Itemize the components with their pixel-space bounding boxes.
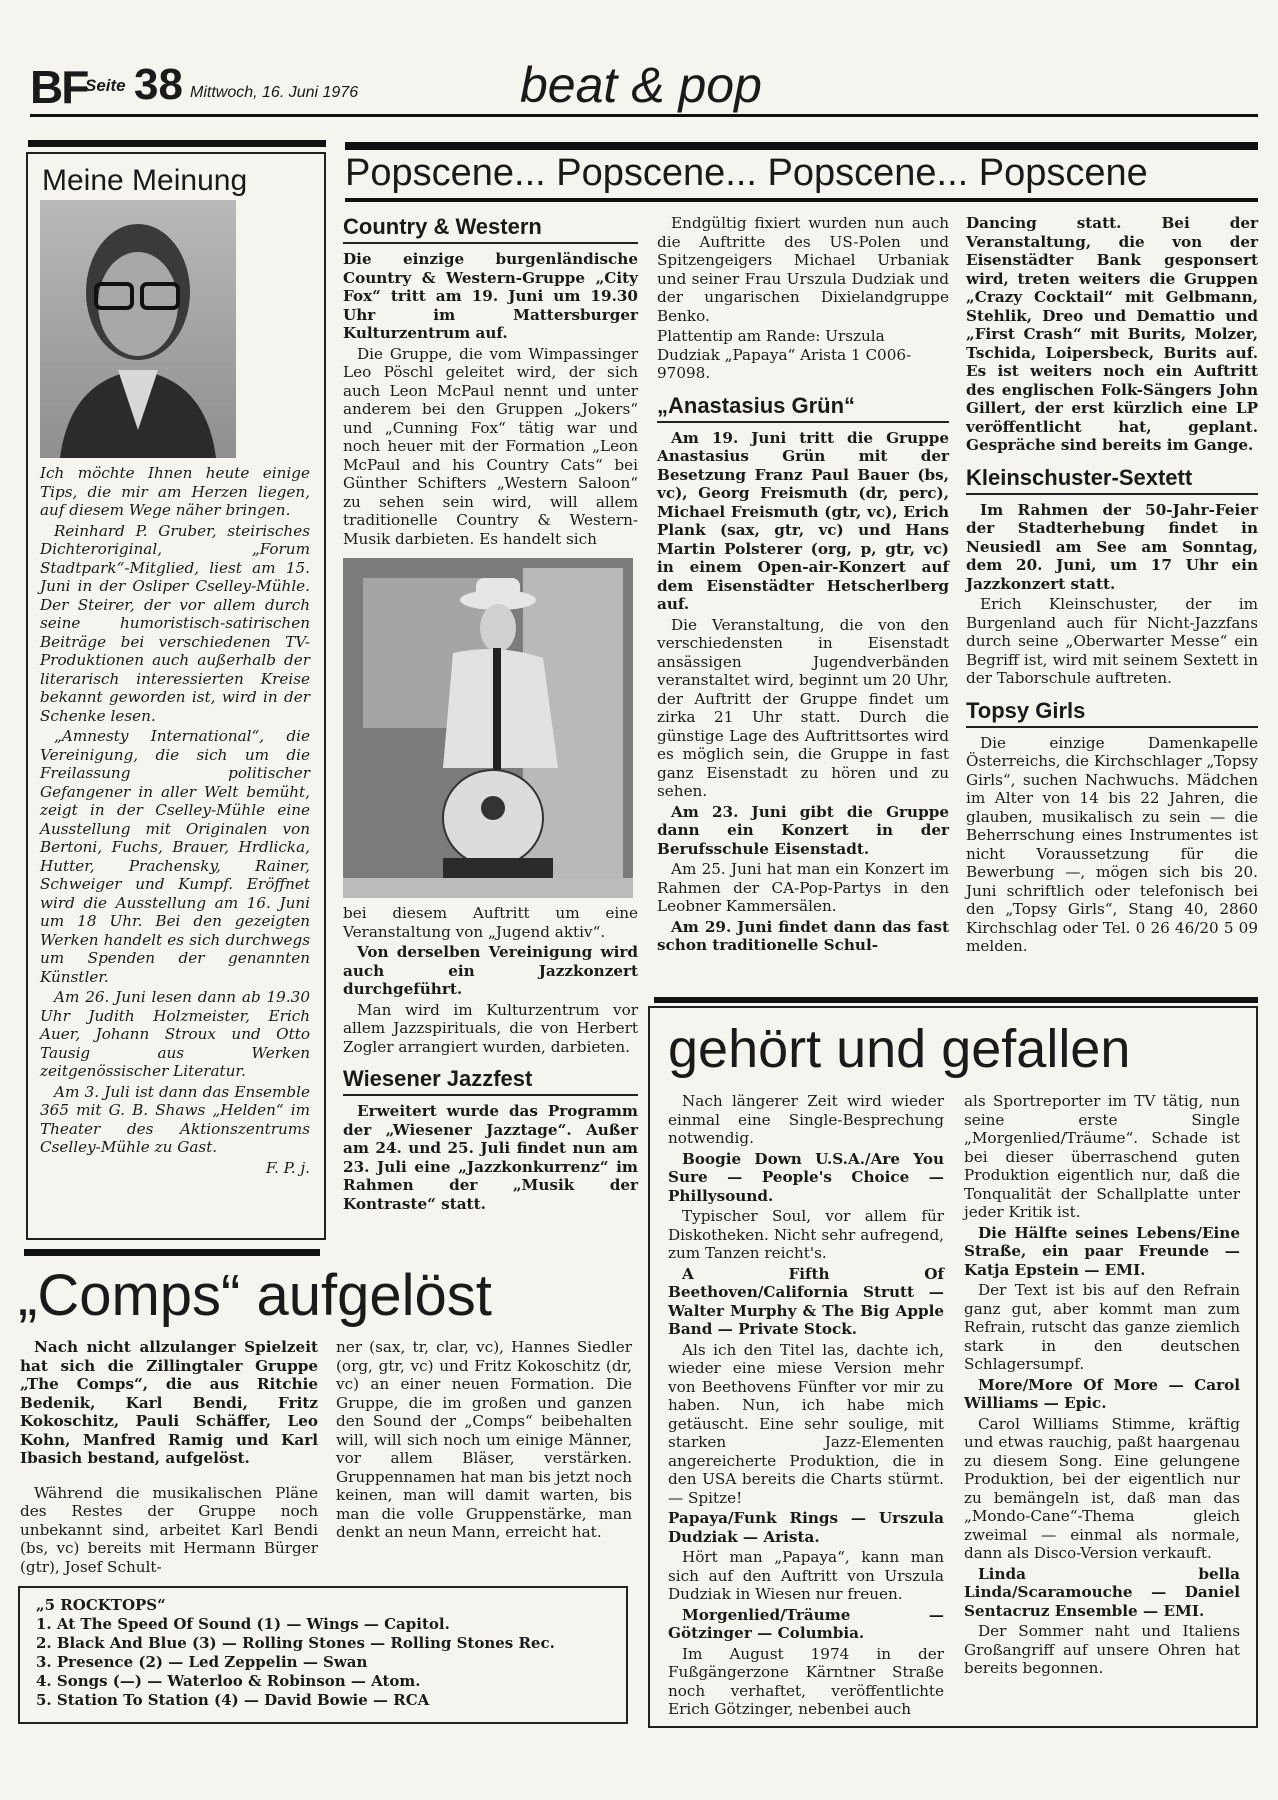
opinion-title: Meine Meinung (42, 164, 248, 197)
review-text: Der Text ist bis auf den Refrain ganz gut, aber kommt man zum Refrain, rutscht das ganze ziemlich stark in den deutschen Schlagersumpf. (964, 1281, 1240, 1373)
review-title: A Fifth Of Beethoven/California Strutt — Walter Murphy & The Big Apple Band — Private Stock. (668, 1264, 944, 1338)
reviews-top-rule (654, 997, 1258, 1003)
col2-tip: Plattentip am Rande: Urszula Dudziak „Papaya“ Arista 1 C006-97098. (657, 327, 912, 382)
comps-body2: ner (sax, tr, clar, vc), Hannes Siedler (org, gtr, vc) und Fritz Kokoschitz (dr, vc) an einer neuen Formation. Die Gruppe, die im großen und ganzen den Sound der „Comps“ beibehalten will, will sich noch um einige Männer, vor allem Bläser, verstärken. Gruppennamen hat man bis jetzt noch keinen, man will damit warten, bis man die volle Gruppenstärke, man denkt an neun Mann, erreicht hat. (336, 1338, 632, 1541)
topsy-body: Die einzige Damenkapelle Österreichs, die Kirchschlager „Topsy Girls“, suchen Nachwuchs. Mädchen im Alter von 14 bis 22 Jahren, die glauben, musikalisch zu sein — die Beherrschung eines Instrumentes ist nicht Voraussetzung für die Bewerbung —, mögen sich bis 20. Juni schriftlich oder telefonisch bei den „Topsy Girls“, Stang 40, 2860 Kirchschlag oder Tel. 0 26 46/20 5 09 melden. (966, 733, 1258, 955)
country-lead: Die einzige burgenländische Country & Western-Gruppe „City Fox“ tritt am 19. Juni um 19.30 Uhr im Mattersburger Kulturzentrum auf. (343, 250, 638, 342)
country-cont: bei diesem Auftritt um eine Veranstaltung von „Jugend aktiv“. (343, 904, 638, 941)
opinion-top-rule (28, 140, 326, 147)
reviews-intro: Nach längerer Zeit wird wieder einmal eine Single-Besprechung notwendig. (668, 1092, 944, 1147)
masthead-rule (30, 114, 1258, 117)
comps-body1: Während die musikalischen Pläne des Restes der Gruppe noch unbekannt sind, arbeitet Karl Bendi (bs, vc) bereits mit Hermann Bürger (gtr), Josef Schult- (20, 1483, 318, 1576)
rocktops-item: 4. Songs (—) — Waterloo & Robinson — Atom. (36, 1672, 421, 1690)
comps-lead: Nach nicht allzulanger Spielzeit hat sich die Zillingtaler Gruppe „The Comps“, die aus Ritchie Bedenik, Karl Bendi, Fritz Kokoschitz, Pauli Schäffer, Leo Kohn, Manfred Ramig und Karl Ibasich bestand, aufgelöst. (20, 1338, 318, 1467)
review-title: Die Hälfte seines Lebens/Eine Straße, ein paar Freunde — Katja Epstein — EMI. (964, 1223, 1240, 1279)
review-title: Linda bella Linda/Scaramouche — Daniel Sentacruz Ensemble — EMI. (964, 1564, 1240, 1620)
review-text: Als ich den Titel las, dachte ich, wieder eine miese Version mehr von Beethovens Fünfter vor mir zu haben. Nun, ich habe mich getäuscht. Eine sehr soulige, mit starken Jazz-Elementen angereicherte Produktion, die in den USA bereits die Charts stürmt. — Spitze! (668, 1340, 944, 1507)
subhead-rule (343, 1094, 638, 1096)
review-text: Typischer Soul, vor allem für Diskotheken. Nicht sehr aufregend, zum Tanzen reicht's. (668, 1207, 944, 1262)
gruen-p3: Am 25. Juni hat man ein Konzert im Rahmen der CA-Pop-Partys in den Leobner Kammersälen. (657, 860, 949, 915)
rocktops-title: „5 ROCKTOPS“ (36, 1596, 166, 1614)
author-portrait-icon (40, 200, 236, 458)
opinion-paragraph: Am 3. Juli ist dann das Ensemble 365 mit G. B. Shaws „Helden“ im Theater des Aktionszentrums Cselley-Mühle zu Gast. (40, 1082, 310, 1156)
rocktops-box (18, 1586, 628, 1724)
guitarist-icon (343, 558, 633, 898)
review-title: Papaya/Funk Rings — Urszula Dudziak — Arista. (668, 1509, 944, 1546)
rocktops-item: 5. Station To Station (4) — David Bowie — RCA (36, 1691, 430, 1709)
page-label: Seite (85, 76, 126, 95)
sextett-lead: Im Rahmen der 50-Jahr-Feier der Stadterhebung findet in Neusiedl am See am Sonntag, dem 20. Juni, um 17 Uhr ein Jazzkonzert statt. (966, 500, 1258, 593)
sextett-body: Erich Kleinschuster, der im Burgenland auch für Nicht-Jazzfans durch seine „Oberwarter Messe“ ein Begriff ist, wird mit seinem Sextett in der Taborschule auftreten. (966, 595, 1258, 687)
popscene-banner: Popscene... Popscene... Popscene... Popscene (345, 152, 1148, 194)
country-title: Country & Western (343, 214, 542, 239)
review-text: Carol Williams Stimme, kräftig und etwas rauchig, paßt haargenau zu diesem Song. Eine gelungene Produktion, bei der eigentlich nur zu bemängeln ist, daß man das „Mondo-Cane“-Thema gleich zweimal — einmal als normale, dann als Disco-Version verkauft. (964, 1414, 1240, 1562)
review-text: Im August 1974 in der Fußgängerzone Kärntner Straße noch verhaftet, veröffentlichte Erich Götzinger, nebenbei auch (668, 1644, 944, 1718)
gruen-body: Die Veranstaltung, die von den verschiedensten in Eisenstadt ansässigen Jugendverbänden veranstaltet wird, beginnt um 20 Uhr, der Auftritt der Gruppe findet um zirka 21 Uhr statt. Durch die günstige Lage des Auftrittsortes wird es möglich sein, die Gruppe in fast ganz Eisenstadt zu hören und zu sehen. (657, 615, 949, 800)
rocktops-item: 3. Presence (2) — Led Zeppelin — Swan (36, 1653, 368, 1671)
review-title: Morgenlied/Träume — Götzinger — Columbia. (668, 1605, 944, 1642)
col3-top: Dancing statt. Bei der Veranstaltung, die von der Eisenstädter Bank gesponsert wird, treten weiters die Gruppen „Crazy Cocktail“ mit Gelbmann, Stehlik, Dreo und Demattio und „First Crash“ mit Burits, Molzer, Tschida, Loipersbeck, Burits auf. Es ist weiters noch ein Auftritt des englischen Folk-Sängers John Gillert, der erst kürzlich eine LP veröffentlicht hat, geplant. Gespräche sind bereits im Gange. (966, 214, 1258, 454)
subhead-rule (966, 726, 1258, 728)
comps-col2 (336, 1338, 632, 1544)
opinion-box (26, 152, 326, 1240)
opinion-paragraph: Ich möchte Ihnen heute einige Tips, die mir am Herzen liegen, auf diesem Wege näher bringen. (40, 464, 310, 519)
gruen-b2: Am 23. Juni gibt die Gruppe dann ein Konzert in der Berufsschule Eisenstadt. (657, 802, 949, 858)
reviews-col2 (964, 1092, 1240, 1680)
review-title: Boogie Down U.S.A./Are You Sure — People's Choice — Phillysound. (668, 1149, 944, 1205)
reviews-col1 (668, 1092, 944, 1721)
popscene-top-rule (345, 142, 1258, 150)
popscene-bottom-rule (345, 198, 1258, 202)
opinion-paragraph: „Amnesty International“, die Vereinigung, die sich um die Freilassung politischer Gefangener in aller Welt bemüht, zeigt in der Cselley-Mühle eine Ausstellung mit Originalen von Bertoni, Fuchs, Brauer, Hrdlicka, Hutter, Prachensky, Rainer, Schweiger und Kumpf. Eröffnet wird die Ausstellung am 16. Juni um 18 Uhr. Bei den gezeigten Werken handelt es sich durchwegs um Spenden der genannten Künstler. (40, 727, 310, 986)
issue-date: Mittwoch, 16. Juni 1976 (190, 84, 359, 101)
page-number: 38 (134, 60, 183, 109)
review-title: More/More Of More — Carol Williams — Epic. (964, 1375, 1240, 1412)
paper-logo: BF (30, 61, 88, 113)
opinion-paragraph: Am 26. Juni lesen dann ab 19.30 Uhr Judith Holzmeister, Erich Auer, Johann Stroux und Otto Tausig aus Werken zeitgenössischer Literatur. (40, 988, 310, 1080)
col2-top: Endgültig fixiert wurden nun auch die Auftritte des US-Polen und Spitzengeigers Michael Urbaniak und seiner Frau Urszula Dudziak und der ungarischen Dixielandgruppe Benko. (657, 214, 949, 325)
review-text: Der Sommer naht und Italiens Großangriff auf unsere Ohren hat bereits begonnen. (964, 1622, 1240, 1677)
sextett-title: Kleinschuster-Sextett (966, 464, 1193, 490)
review-text: als Sportreporter im TV tätig, nun seine erste Single „Morgenlied/Träume“. Schade ist bei dieser überraschend guten Produktion eigentlich nur, daß die Tonqualität der Schallplatte unter jeder Kritik ist. (964, 1092, 1240, 1221)
comps-col1 (20, 1338, 318, 1578)
popscene-col3 (966, 214, 1258, 958)
popscene-col2 (657, 214, 949, 957)
popscene-col1 (343, 208, 638, 1215)
guitarist-photo (343, 558, 633, 898)
reviews-box (648, 1006, 1258, 1728)
country-bold: Von derselben Vereinigung wird auch ein Jazzkonzert durchgeführt. (343, 943, 638, 998)
subhead-rule (966, 493, 1258, 495)
topsy-title: Topsy Girls (966, 697, 1086, 723)
opinion-bottom-rule (24, 1249, 320, 1256)
subhead-rule (343, 242, 638, 244)
opinion-signature: F. P. j. (265, 1158, 310, 1177)
reviews-headline: gehört und gefallen (668, 1019, 1131, 1079)
gruen-b4: Am 29. Juni findet dann das fast schon traditionelle Schul- (657, 917, 949, 954)
opinion-paragraph: Reinhard P. Gruber, steirisches Dichteroriginal, „Forum Stadtpark“-Mitglied, liest am 15. Juni in der Osliper Cselley-Mühle. Der Steirer, der vor allem durch seine humoristisch-satirischen Beiträge bei verschiedenen TV-Produktionen auch außerhalb der literarisch interessierten Kreise bekannt geworden ist, wird in der Schenke lesen. (40, 521, 310, 725)
author-photo (40, 200, 236, 458)
review-text: Hört man „Papaya“, kann man sich auf den Auftritt von Urszula Dudziak in Wiesen nur freuen. (668, 1548, 944, 1603)
opinion-text (40, 464, 310, 1179)
jazzfest-title: Wiesener Jazzfest (343, 1066, 533, 1091)
country-body: Die Gruppe, die vom Wimpassinger Leo Pöschl geleitet wird, der sich auch Leon McPaul nennt und unter anderem bei den Gruppen „Jokers“ und „Cunning Fox“ tätig war und noch heuer mit der Formation „Leon McPaul and his Country Cats“ bei Günther Schifters „Western Saloon“ zu sehen sein wird, will allem traditionelle Country & Western-Musik darbieten. Es handelt sich (343, 344, 638, 548)
comps-headline: „Comps“ aufgelöst (18, 1263, 492, 1328)
rocktops-item: 1. At The Speed Of Sound (1) — Wings — Capitol. (36, 1615, 450, 1633)
gruen-title: „Anastasius Grün“ (657, 392, 856, 418)
jazzfest-body: Erweitert wurde das Programm der „Wiesener Jazztage“. Außer am 24. und 25. Juli findet nun am 23. Juli eine „Jazzkonkurrenz“ im Rahmen der „Musik der Kontraste“ statt. (343, 1102, 638, 1213)
subhead-rule (657, 421, 949, 423)
gruen-lead: Am 19. Juni tritt die Gruppe Anastasius Grün mit der Besetzung Franz Paul Bauer (bs, vc), Georg Freismuth (dr, perc), Michael Freismuth (gtr, vc), Erich Plank (sax, gtr, vc) und Hans Martin Polsterer (org, p, gtr, vc) in einem Open-air-Konzert auf dem Eisenstädter Hetscherlberg auf. (657, 428, 949, 613)
rocktops-item: 2. Black And Blue (3) — Rolling Stones — Rolling Stones Rec. (36, 1634, 555, 1652)
country-end: Man wird im Kulturzentrum vor allem Jazzspirituals, die von Herbert Zogler arrangiert wurden, darbieten. (343, 1000, 638, 1056)
section-title: beat & pop (520, 57, 762, 113)
